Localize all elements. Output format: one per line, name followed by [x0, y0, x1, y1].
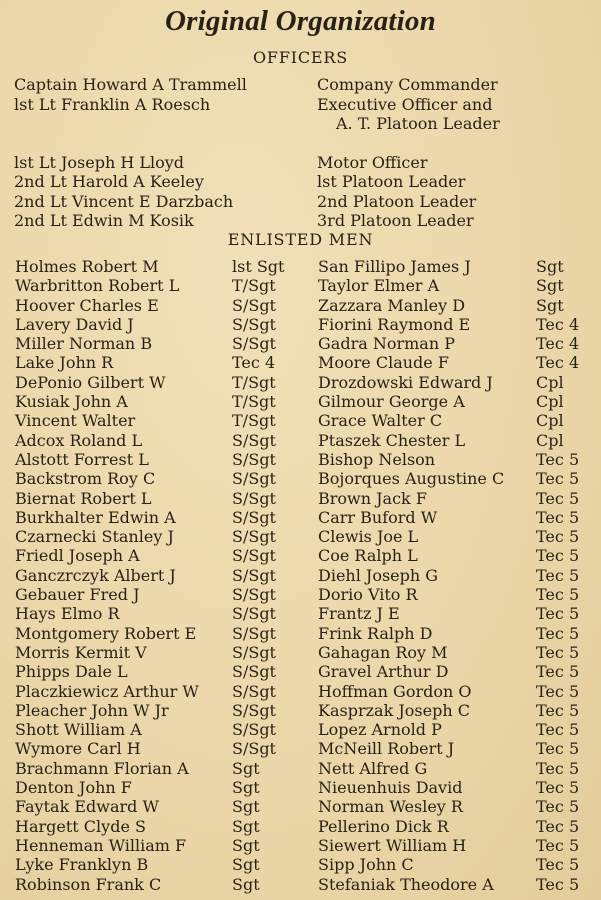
officer-name: 2nd Lt Harold A Keeley	[14, 172, 204, 191]
officer-role: A. T. Platoon Leader	[336, 114, 500, 133]
enlisted-rank-left: S/Sgt	[232, 681, 276, 701]
enlisted-name-left: Morris Kermit V	[15, 642, 147, 662]
enlisted-rank-right: Tec 4	[536, 314, 580, 334]
enlisted-name-left: Holmes Robert M	[15, 257, 159, 276]
enlisted-name-right: Taylor Elmer A	[318, 276, 440, 296]
enlisted-name-left: Lake John R	[15, 353, 114, 373]
enlisted-row	[0, 469, 601, 488]
enlisted-rank-right: Tec 5	[536, 874, 580, 894]
enlisted-name-right: Norman Wesley R	[318, 797, 463, 817]
enlisted-name-left: Hoover Charles E	[15, 295, 159, 315]
enlisted-rank-left: Sgt	[232, 778, 260, 798]
enlisted-rank-right: Tec 5	[536, 681, 580, 701]
enlisted-name-left: Backstrom Roy C	[15, 469, 156, 489]
enlisted-rank-right: Tec 5	[536, 662, 580, 682]
enlisted-row	[0, 778, 601, 797]
enlisted-name-left: Placzkiewicz Arthur W	[15, 681, 199, 701]
enlisted-name-right: Nett Alfred G	[318, 758, 428, 778]
enlisted-name-right: Diehl Joseph G	[318, 565, 439, 585]
enlisted-rank-left: S/Sgt	[232, 565, 276, 585]
enlisted-name-right: Grace Walter C	[318, 411, 443, 431]
enlisted-rank-right: Tec 5	[536, 527, 580, 547]
enlisted-rank-left: T/Sgt	[232, 411, 276, 431]
enlisted-name-left: Biernat Robert L	[15, 488, 152, 508]
enlisted-name-right: Hoffman Gordon O	[318, 681, 472, 701]
enlisted-rank-left: S/Sgt	[232, 295, 276, 315]
enlisted-name-left: DePonio Gilbert W	[15, 372, 166, 392]
enlisted-row	[0, 296, 601, 315]
enlisted-rank-left: Tec 4	[232, 353, 276, 373]
enlisted-row	[0, 585, 601, 604]
enlisted-row	[0, 875, 601, 894]
enlisted-rank-right: Tec 4	[536, 334, 580, 354]
enlisted-name-left: Burkhalter Edwin A	[15, 507, 176, 527]
enlisted-rank-right: Tec 5	[536, 565, 580, 585]
enlisted-rank-right: Tec 5	[536, 855, 580, 875]
enlisted-name-right: Zazzara Manley D	[318, 295, 466, 315]
enlisted-row	[0, 373, 601, 392]
enlisted-rank-right: Tec 5	[536, 835, 580, 855]
enlisted-name-left: Czarnecki Stanley J	[15, 527, 174, 547]
enlisted-name-left: Wymore Carl H	[15, 739, 141, 759]
enlisted-name-right: Stefaniak Theodore A	[318, 874, 494, 894]
enlisted-name-left: Faytak Edward W	[15, 797, 159, 817]
enlisted-rank-left: S/Sgt	[232, 739, 276, 759]
enlisted-row	[0, 662, 601, 681]
enlisted-heading: ENLISTED MEN	[227, 230, 374, 249]
officer-name: lst Lt Joseph H Lloyd	[14, 152, 185, 172]
enlisted-rank-right: Tec 5	[536, 604, 580, 624]
enlisted-row	[0, 604, 601, 623]
enlisted-rank-left: T/Sgt	[232, 392, 276, 412]
enlisted-name-right: Ptaszek Chester L	[318, 430, 466, 450]
officer-role: lst Platoon Leader	[317, 172, 466, 191]
enlisted-rank-right: Tec 5	[536, 739, 580, 759]
enlisted-name-right: Carr Buford W	[318, 507, 438, 527]
enlisted-row	[0, 624, 601, 643]
enlisted-rank-right: Sgt	[536, 295, 564, 315]
enlisted-rank-right: Tec 5	[536, 797, 580, 817]
enlisted-name-right: Gravel Arthur D	[318, 662, 449, 682]
officer-row	[14, 75, 594, 95]
enlisted-row	[0, 315, 601, 334]
enlisted-row	[0, 431, 601, 450]
enlisted-rank-right: Sgt	[536, 276, 564, 296]
enlisted-rank-right: Tec 5	[536, 700, 580, 720]
enlisted-row	[0, 701, 601, 720]
enlisted-name-left: Shott William A	[15, 720, 142, 740]
enlisted-row	[0, 257, 601, 276]
enlisted-rank-right: Tec 5	[536, 778, 580, 798]
enlisted-row	[0, 411, 601, 430]
enlisted-row	[0, 508, 601, 527]
enlisted-name-left: Kusiak John A	[15, 392, 128, 412]
enlisted-name-left: Warbritton Robert L	[15, 276, 180, 296]
enlisted-rank-right: Tec 5	[536, 469, 580, 489]
enlisted-row	[0, 836, 601, 855]
enlisted-rank-right: Cpl	[536, 411, 564, 431]
enlisted-name-left: Hays Elmo R	[15, 604, 120, 624]
enlisted-name-right: Gilmour George A	[318, 392, 465, 412]
enlisted-name-left: Lavery David J	[15, 314, 134, 334]
enlisted-name-right: Moore Claude F	[318, 353, 449, 373]
enlisted-name-right: Gadra Norman P	[318, 334, 455, 354]
enlisted-name-right: Bishop Nelson	[318, 449, 436, 469]
enlisted-name-left: Ganczrczyk Albert J	[15, 565, 176, 585]
enlisted-rank-left: S/Sgt	[232, 507, 276, 527]
enlisted-rank-left: T/Sgt	[232, 372, 276, 392]
enlisted-rank-right: Tec 5	[536, 642, 580, 662]
enlisted-name-right: San Fillipo James J	[318, 257, 471, 276]
enlisted-name-left: Miller Norman B	[15, 334, 153, 354]
enlisted-rank-right: Sgt	[536, 257, 564, 276]
enlisted-rank-left: S/Sgt	[232, 334, 276, 354]
enlisted-name-left: Hargett Clyde S	[15, 816, 146, 836]
officer-role: 3rd Platoon Leader	[317, 211, 474, 230]
enlisted-rank-left: Sgt	[232, 855, 260, 875]
enlisted-row	[0, 450, 601, 469]
enlisted-rank-left: T/Sgt	[232, 276, 276, 296]
enlisted-rank-left: Sgt	[232, 797, 260, 817]
enlisted-rank-left: S/Sgt	[232, 488, 276, 508]
enlisted-name-left: Adcox Roland L	[15, 430, 143, 450]
enlisted-rank-right: Tec 5	[536, 449, 580, 469]
officer-name: 2nd Lt Vincent E Darzbach	[14, 191, 234, 211]
enlisted-row	[0, 643, 601, 662]
enlisted-rank-right: Tec 5	[536, 585, 580, 605]
enlisted-name-right: Brown Jack F	[318, 488, 427, 508]
enlisted-row	[0, 720, 601, 739]
enlisted-rank-left: S/Sgt	[232, 469, 276, 489]
enlisted-name-right: Drozdowski Edward J	[318, 372, 493, 392]
enlisted-name-right: Gahagan Roy M	[318, 642, 448, 662]
enlisted-row	[0, 489, 601, 508]
enlisted-rank-right: Tec 5	[536, 488, 580, 508]
enlisted-rank-left: S/Sgt	[232, 662, 276, 682]
officer-name: 2nd Lt Edwin M Kosik	[14, 211, 194, 230]
officer-name: Captain Howard A Trammell	[14, 75, 247, 94]
enlisted-name-right: McNeill Robert J	[318, 739, 455, 759]
officer-row	[14, 192, 594, 212]
officer-role: 2nd Platoon Leader	[317, 191, 477, 211]
enlisted-row	[0, 527, 601, 546]
enlisted-row	[0, 353, 601, 372]
enlisted-row	[0, 566, 601, 585]
enlisted-rank-left: S/Sgt	[232, 585, 276, 605]
enlisted-row	[0, 682, 601, 701]
enlisted-name-right: Clewis Joe L	[318, 527, 419, 547]
enlisted-row	[0, 817, 601, 836]
enlisted-name-left: Vincent Walter	[15, 411, 136, 431]
enlisted-rank-right: Cpl	[536, 392, 564, 412]
officer-row	[14, 95, 594, 115]
enlisted-list	[0, 257, 601, 894]
officer-row	[14, 211, 594, 231]
enlisted-name-left: Montgomery Robert E	[15, 623, 197, 643]
enlisted-name-left: Friedl Joseph A	[15, 546, 140, 566]
enlisted-rank-right: Tec 5	[536, 720, 580, 740]
enlisted-rank-left: S/Sgt	[232, 642, 276, 662]
officer-row	[14, 153, 594, 173]
enlisted-name-right: Kasprzak Joseph C	[318, 700, 470, 720]
enlisted-rank-left: S/Sgt	[232, 449, 276, 469]
officer-role: Executive Officer and	[317, 94, 493, 114]
enlisted-name-left: Brachmann Florian A	[15, 758, 189, 778]
enlisted-name-left: Alstott Forrest L	[15, 449, 149, 469]
enlisted-rank-left: S/Sgt	[232, 430, 276, 450]
enlisted-rank-right: Tec 5	[536, 507, 580, 527]
enlisted-rank-right: Tec 5	[536, 816, 580, 836]
enlisted-rank-right: Tec 4	[536, 353, 580, 373]
enlisted-name-right: Dorio Vito R	[318, 585, 418, 605]
enlisted-name-left: Lyke Franklyn B	[15, 855, 149, 875]
officers-heading: OFFICERS	[253, 48, 348, 67]
enlisted-row	[0, 546, 601, 565]
officer-role: Company Commander	[317, 75, 498, 94]
enlisted-rank-left: Sgt	[232, 758, 260, 778]
enlisted-name-right: Bojorques Augustine C	[318, 469, 505, 489]
enlisted-rank-right: Tec 5	[536, 546, 580, 566]
enlisted-rank-left: Sgt	[232, 874, 260, 894]
enlisted-name-left: Phipps Dale L	[15, 662, 128, 682]
enlisted-rank-left: S/Sgt	[232, 546, 276, 566]
enlisted-rank-right: Cpl	[536, 430, 564, 450]
enlisted-rank-left: S/Sgt	[232, 604, 276, 624]
enlisted-name-left: Gebauer Fred J	[15, 585, 140, 605]
enlisted-name-right: Pellerino Dick R	[318, 816, 449, 836]
enlisted-name-right: Frink Ralph D	[318, 623, 433, 643]
enlisted-row	[0, 334, 601, 353]
enlisted-row	[0, 392, 601, 411]
enlisted-rank-left: S/Sgt	[232, 623, 276, 643]
enlisted-name-right: Lopez Arnold P	[318, 720, 442, 740]
enlisted-name-left: Pleacher John W Jr	[15, 700, 169, 720]
enlisted-rank-right: Tec 5	[536, 758, 580, 778]
enlisted-name-right: Sipp John C	[318, 855, 414, 875]
officer-row	[14, 114, 594, 134]
enlisted-name-right: Siewert William H	[318, 835, 467, 855]
enlisted-rank-left: lst Sgt	[232, 257, 285, 276]
enlisted-name-left: Denton John F	[15, 778, 132, 798]
enlisted-name-right: Nieuenhuis David	[318, 778, 463, 798]
enlisted-name-right: Frantz J E	[318, 604, 400, 624]
enlisted-row	[0, 739, 601, 758]
enlisted-rank-left: S/Sgt	[232, 720, 276, 740]
enlisted-row	[0, 855, 601, 874]
enlisted-name-left: Robinson Frank C	[15, 874, 162, 894]
enlisted-name-right: Coe Ralph L	[318, 546, 418, 566]
enlisted-rank-left: Sgt	[232, 816, 260, 836]
enlisted-rank-right: Tec 5	[536, 623, 580, 643]
enlisted-rank-right: Cpl	[536, 372, 564, 392]
enlisted-row	[0, 797, 601, 816]
enlisted-rank-left: S/Sgt	[232, 314, 276, 334]
enlisted-rank-left: S/Sgt	[232, 527, 276, 547]
officer-name: lst Lt Franklin A Roesch	[14, 94, 211, 114]
officer-role: Motor Officer	[317, 152, 428, 172]
enlisted-row	[0, 759, 601, 778]
officers-list	[14, 75, 594, 231]
officer-row	[14, 172, 594, 192]
enlisted-name-left: Henneman William F	[15, 835, 187, 855]
enlisted-rank-left: S/Sgt	[232, 700, 276, 720]
enlisted-name-right: Fiorini Raymond E	[318, 314, 471, 334]
page-title: Original Organization	[165, 5, 436, 37]
enlisted-rank-left: Sgt	[232, 835, 260, 855]
enlisted-row	[0, 276, 601, 295]
